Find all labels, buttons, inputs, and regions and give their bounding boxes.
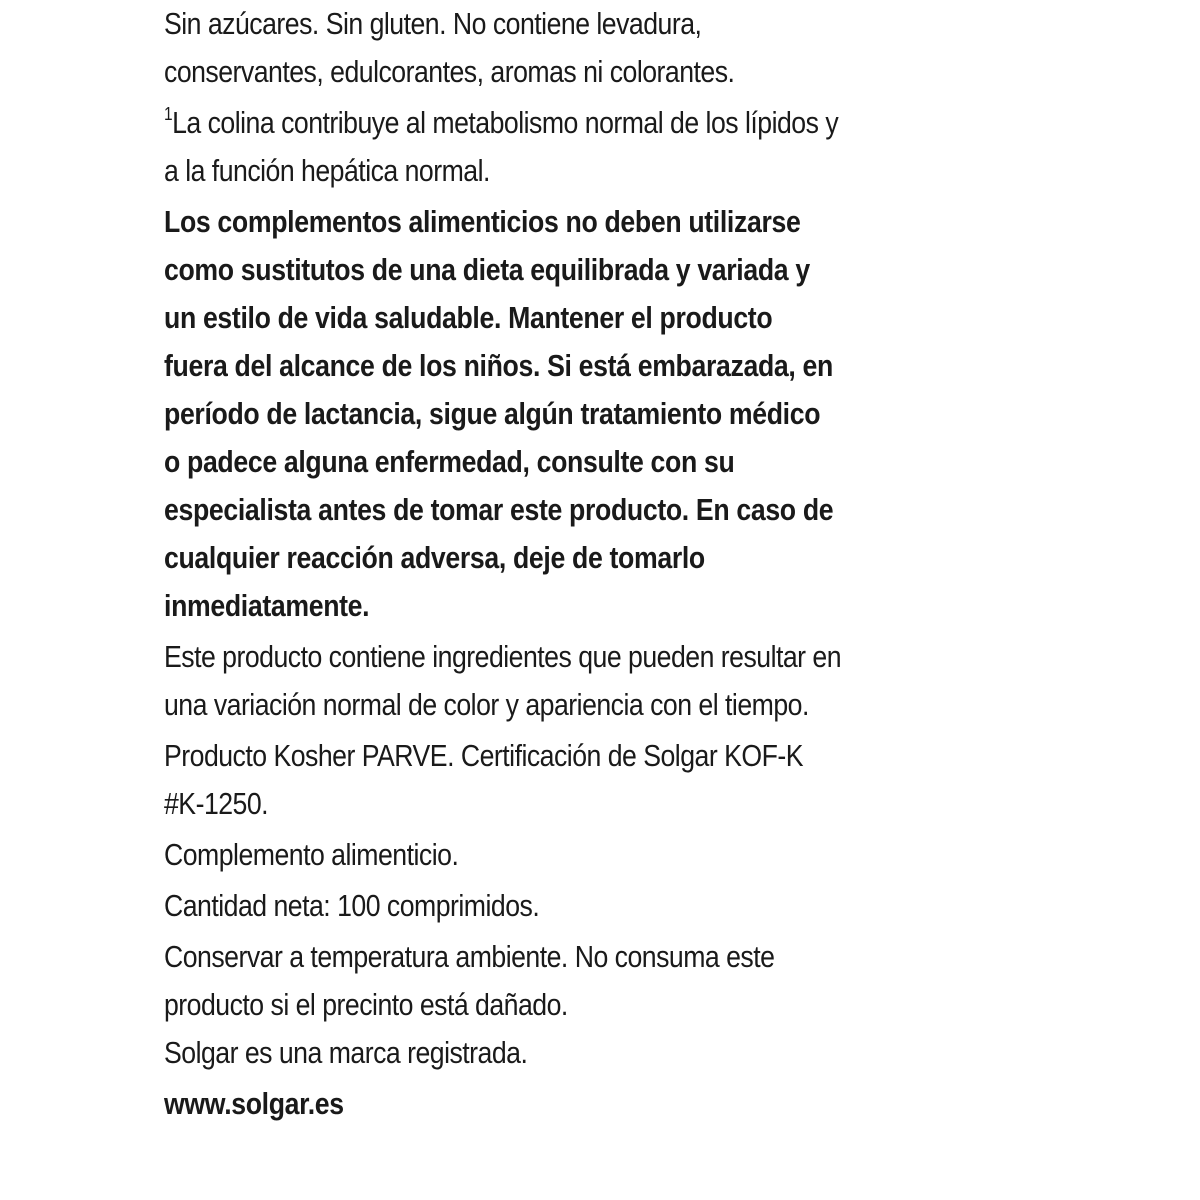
website-url[interactable]: www.solgar.es: [164, 1086, 344, 1121]
paragraph-sin-azucares: [164, 0, 1033, 96]
text-line: Producto Kosher PARVE. Certificación de Solgar KOF-K: [164, 738, 803, 773]
paragraph-colina: [164, 99, 1033, 195]
paragraph-cantidad: [164, 882, 1033, 930]
paragraph-advertencia: [164, 198, 1033, 630]
text-line: Complemento alimenticio.: [164, 837, 459, 872]
text-line: a la función hepática normal.: [164, 153, 490, 188]
text-line: como sustitutos de una dieta equilibrada y variada y: [164, 252, 810, 287]
website-link[interactable]: [164, 1080, 1033, 1128]
text-line: conservantes, edulcorantes, aromas ni colorantes.: [164, 54, 735, 89]
paragraph-complemento: [164, 831, 1033, 879]
text-line: una variación normal de color y apariencia con el tiempo.: [164, 687, 809, 722]
text-line: inmediatamente.: [164, 588, 370, 623]
text-line-content: La colina contribuye al metabolismo normal de los lípidos y: [172, 105, 839, 140]
text-line: fuera del alcance de los niños. Si está embarazada, en: [164, 348, 833, 383]
paragraph-marca: [164, 1029, 1033, 1077]
text-line: o padece alguna enfermedad, consulte con su: [164, 444, 735, 479]
text-line: Sin azúcares. Sin gluten. No contiene levadura,: [164, 6, 702, 41]
footnote-marker: 1: [164, 104, 173, 124]
text-line: Cantidad neta: 100 comprimidos.: [164, 888, 540, 923]
product-label-text: [164, 0, 1033, 1128]
text-line: Los complementos alimenticios no deben utilizarse: [164, 204, 801, 239]
text-line: producto si el precinto está dañado.: [164, 987, 568, 1022]
paragraph-kosher: [164, 732, 1033, 828]
text-line: cualquier reacción adversa, deje de tomarlo: [164, 540, 705, 575]
text-line: Conservar a temperatura ambiente. No consuma este: [164, 939, 775, 974]
text-line: Este producto contiene ingredientes que pueden resultar en: [164, 639, 842, 674]
text-line: Solgar es una marca registrada.: [164, 1035, 528, 1070]
text-line: [164, 99, 1033, 147]
text-line: #K-1250.: [164, 786, 269, 821]
text-line: período de lactancia, sigue algún tratamiento médico: [164, 396, 821, 431]
text-line: un estilo de vida saludable. Mantener el producto: [164, 300, 773, 335]
paragraph-conservar: [164, 933, 1033, 1029]
paragraph-variacion-color: [164, 633, 1033, 729]
text-line: especialista antes de tomar este producto. En caso de: [164, 492, 834, 527]
